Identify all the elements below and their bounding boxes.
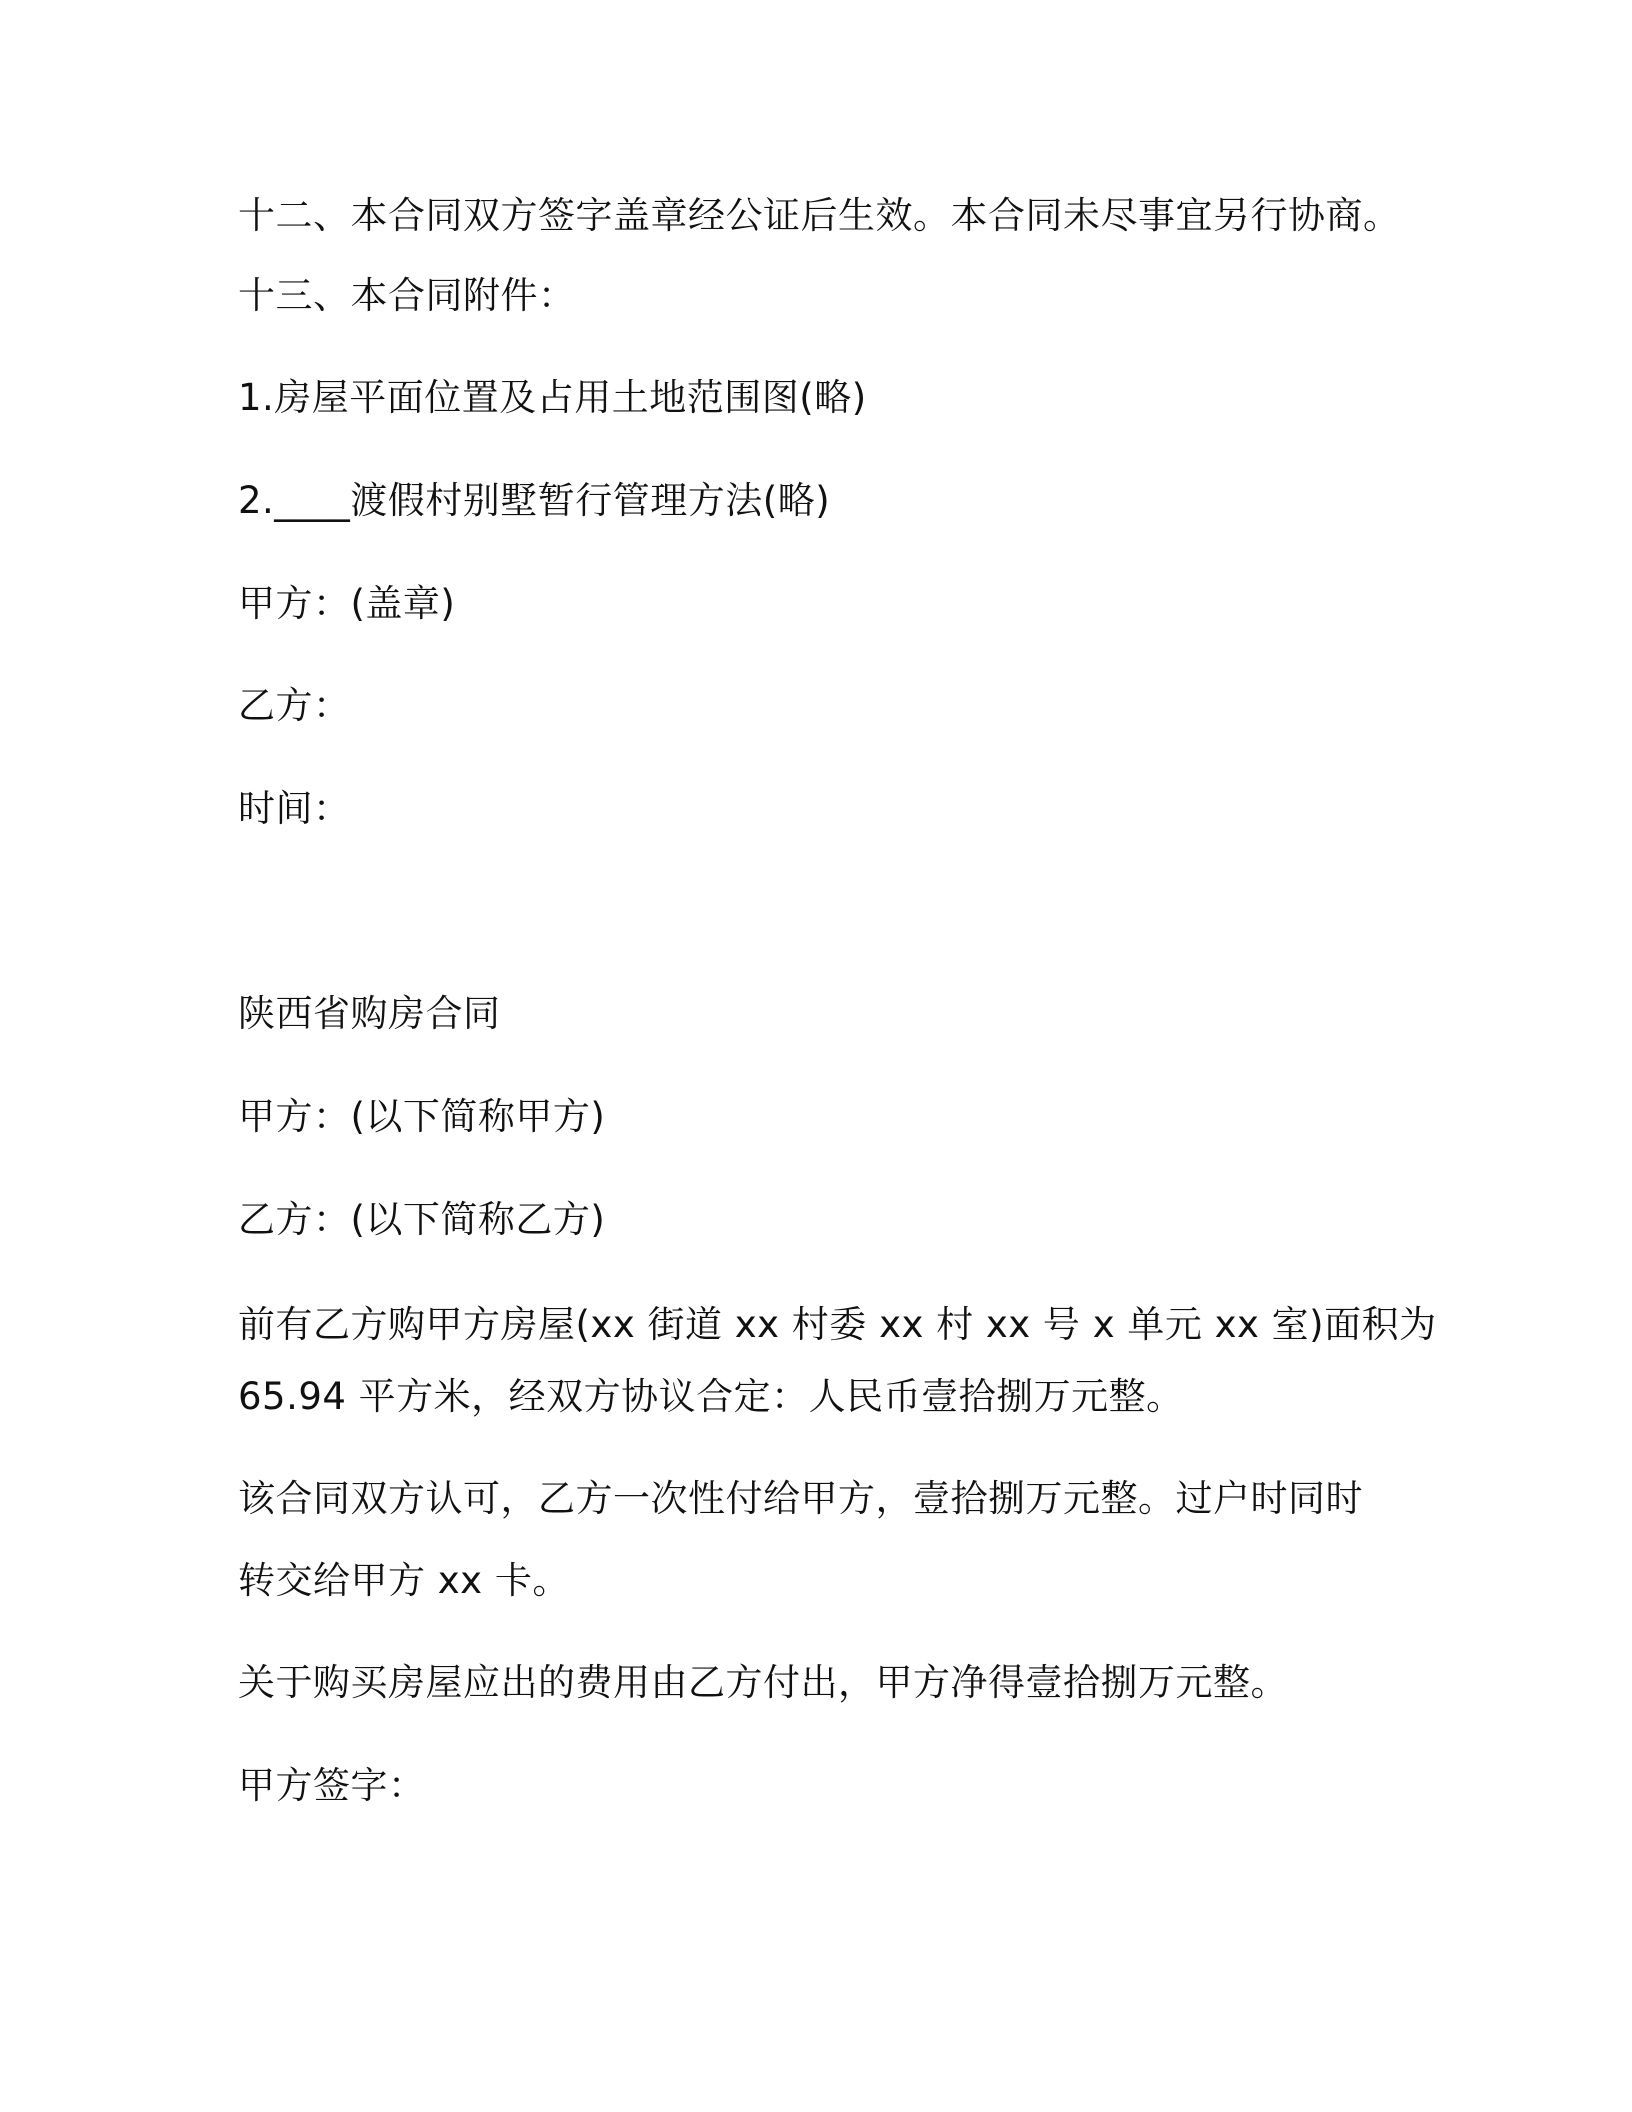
clause-13-heading: 十三、本合同附件：	[238, 274, 576, 317]
fees-clause: 关于购买房屋应出的费用由乙方付出，甲方净得壹拾捌万元整。	[238, 1661, 1288, 1704]
attachment-2: 2.____渡假村别墅暂行管理方法(略)	[238, 479, 831, 522]
payment-line-1: 该合同双方认可，乙方一次性付给甲方，壹拾捌万元整。过户时同时	[238, 1477, 1363, 1520]
party-a-signature: 甲方签字：	[238, 1764, 426, 1807]
party-b: 乙方：	[238, 684, 351, 727]
party-a-intro: 甲方：(以下简称甲方)	[238, 1095, 606, 1138]
party-a-seal: 甲方：(盖章)	[238, 582, 456, 625]
contract-title: 陕西省购房合同	[238, 992, 501, 1035]
attachment-1: 1.房屋平面位置及占用土地范围图(略)	[238, 376, 867, 419]
party-b-intro: 乙方：(以下简称乙方)	[238, 1198, 606, 1241]
property-description-line-2: 65.94 平方米，经双方协议合定：人民币壹拾捌万元整。	[238, 1375, 1184, 1418]
property-description-line-1: 前有乙方购甲方房屋(xx 街道 xx 村委 xx 村 xx 号 x 单元 xx 室)面积为	[238, 1303, 1437, 1346]
payment-line-2: 转交给甲方 xx 卡。	[238, 1559, 570, 1602]
date-line: 时间：	[238, 787, 351, 830]
clause-12: 十二、本合同双方签字盖章经公证后生效。本合同未尽事宜另行协商。	[238, 194, 1401, 237]
